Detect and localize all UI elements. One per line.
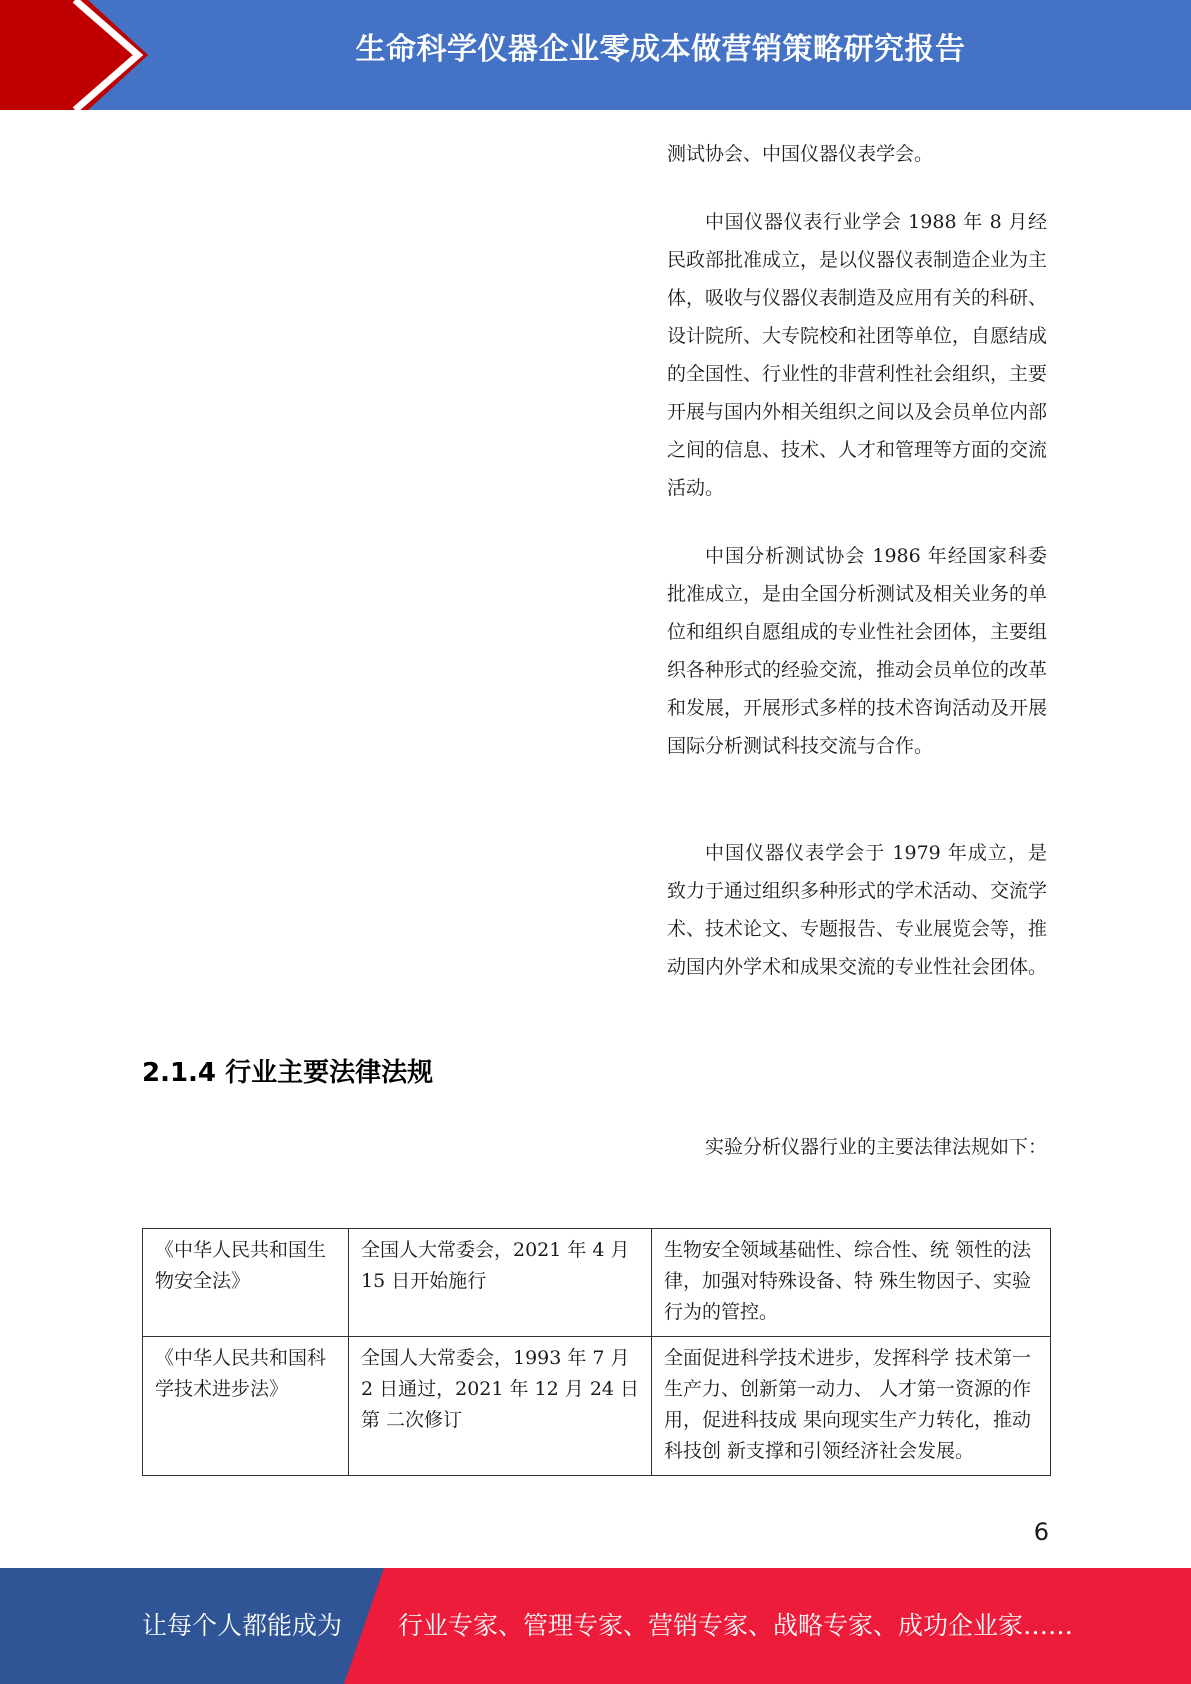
footer-slogan-right: 行业专家、管理专家、营销专家、战略专家、成功企业家…… xyxy=(398,1611,1074,1640)
footer-slogan-left: 让每个人都能成为 xyxy=(142,1611,343,1640)
section-intro: 实验分析仪器行业的主要法律法规如下： xyxy=(705,1136,1048,1158)
page-footer xyxy=(0,1568,1191,1684)
paragraph-continuation: 测试协会、中国仪器仪表学会。 xyxy=(667,143,934,165)
table-row xyxy=(143,1337,1051,1476)
law-description-cell: 生物安全领域基础性、综合性、统 领性的法律，加强对特殊设备、特 殊生物因子、实验行为的管控。 xyxy=(652,1229,1051,1337)
law-name-cell: 《中华人民共和国生 物安全法》 xyxy=(143,1229,349,1337)
law-name-cell: 《中华人民共和国科 学技术进步法》 xyxy=(143,1337,349,1476)
law-status-cell: 全国人大常委会，2021 年 4 月 15 日开始施行 xyxy=(349,1229,652,1337)
laws-table xyxy=(142,1228,1051,1476)
paragraph-analysis-testing-association: 中国分析测试协会 1986 年经国家科委批准成立，是由全国分析测试及相关业务的单位和组织自愿组成的专业性社会团体，主要组织各种形式的经验交流，推动会员单位的改革和发展，开展形式多样的技术咨询活动及开展国际分析测试科技交流与合作。 xyxy=(667,545,1048,757)
table-row xyxy=(143,1229,1051,1337)
paragraph-instrument-industry-society: 中国仪器仪表行业学会 1988 年 8 月经民政部批准成立，是以仪器仪表制造企业为主体，吸收与仪器仪表制造及应用有关的科研、设计院所、大专院校和社团等单位，自愿结成的全国性、行业性的非营利性社会组织，主要开展与国内外相关组织之间以及会员单位内部之间的信息、技术、人才和管理等方面的交流活动。 xyxy=(667,211,1048,499)
page-number: 6 xyxy=(1033,1518,1049,1546)
law-status-cell: 全国人大常委会，1993 年 7 月 2 日通过，2021 年 12 月 24 日第 二次修订 xyxy=(349,1337,652,1476)
paragraph-instrument-society: 中国仪器仪表学会于 1979 年成立，是致力于通过组织多种形式的学术活动、交流学术、技术论文、专题报告、专业展览会等，推动国内外学术和成果交流的专业性社会团体。 xyxy=(667,842,1048,978)
page-header xyxy=(0,0,1191,110)
report-title: 生命科学仪器企业零成本做营销策略研究报告 xyxy=(355,32,966,67)
law-description-cell: 全面促进科学技术进步，发挥科学 技术第一生产力、创新第一动力、 人才第一资源的作用，促进科技成 果向现实生产力转化，推动科技创 新支撑和引领经济社会发展。 xyxy=(652,1337,1051,1476)
section-heading: 2.1.4 行业主要法律法规 xyxy=(142,1058,434,1088)
